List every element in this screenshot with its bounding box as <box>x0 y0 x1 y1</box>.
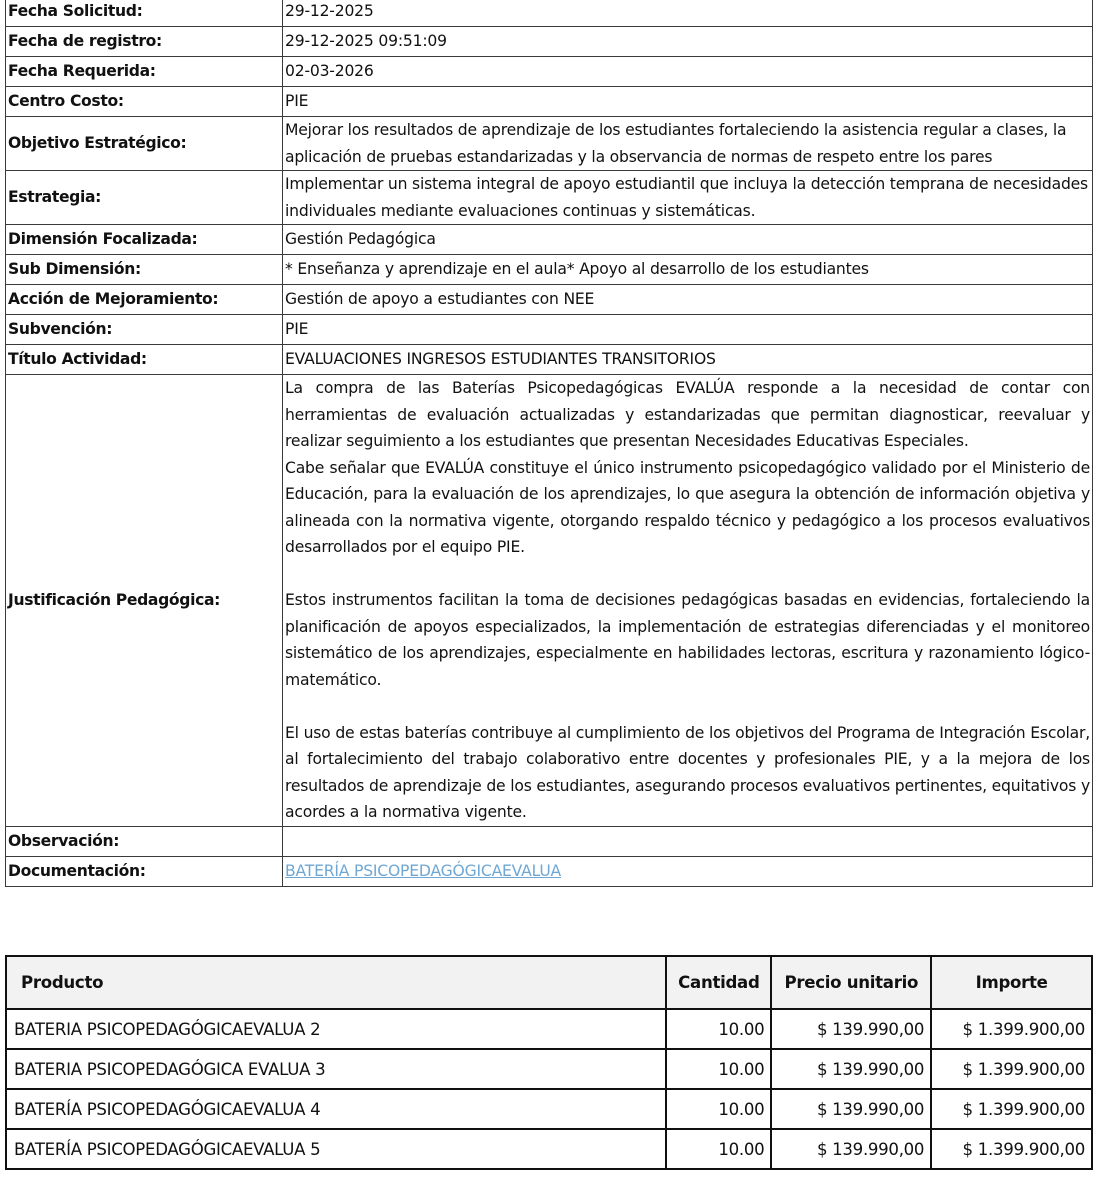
justificacion-paragraph: Estos instrumentos facilitan la toma de decisiones pedagógicas basadas en evidencias, fortaleciendo la planificación de apoyos especializados, la implementación de estrategias diferenciadas y el monitoreo sistemático de los aprendizajes, especialmente en habilidades lectoras, escritura y razonamiento lógico-matemático. <box>285 591 1090 689</box>
product-amount: $ 1.399.900,00 <box>931 1049 1092 1089</box>
value-documentacion <box>283 856 1093 886</box>
value-objetivo-estrategico: Mejorar los resultados de aprendizaje de los estudiantes fortaleciendo la asistencia regular a clases, la aplicación de pruebas estandarizadas y la observancia de normas de respeto entre los pares <box>283 117 1093 171</box>
row-sub-dimension <box>6 255 1093 285</box>
label-estrategia: Estrategia: <box>6 171 283 225</box>
products-table <box>5 955 1093 1170</box>
header-producto: Producto <box>6 956 666 1009</box>
product-row <box>6 1009 1092 1049</box>
justificacion-paragraph: La compra de las Baterías Psicopedagógicas EVALÚA responde a la necesidad de contar con herramientas de evaluación actualizadas y estandarizadas que permitan diagnosticar, reevaluar y realizar seguimiento a los estudiantes que presentan Necesidades Educativas Especiales. <box>285 379 1090 450</box>
product-name: BATERÍA PSICOPEDAGÓGICAEVALUA 5 <box>6 1129 666 1169</box>
header-precio-unitario: Precio unitario <box>771 956 931 1009</box>
product-quantity: 10.00 <box>666 1129 771 1169</box>
documentation-link[interactable]: BATERÍA PSICOPEDAGÓGICAEVALUA <box>285 861 562 880</box>
header-importe: Importe <box>931 956 1092 1009</box>
justificacion-paragraph: Cabe señalar que EVALÚA constituye el único instrumento psicopedagógico validado por el Ministerio de Educación, para la evaluación de los aprendizajes, lo que asegura la obtención de información objetiva y alineada con la normativa vigente, otorgando respaldo técnico y pedagógico a los procesos evaluativos desarrollados por el equipo PIE. <box>285 458 1090 556</box>
value-justificacion-pedagogica <box>283 375 1093 827</box>
label-accion-mejoramiento: Acción de Mejoramiento: <box>6 285 283 315</box>
row-centro-costo <box>6 87 1093 117</box>
product-name: BATERÍA PSICOPEDAGÓGICAEVALUA 4 <box>6 1089 666 1129</box>
label-objetivo-estrategico: Objetivo Estratégico: <box>6 117 283 171</box>
value-fecha-solicitud: 29-12-2025 <box>283 0 1093 27</box>
row-estrategia <box>6 171 1093 225</box>
row-objetivo-estrategico <box>6 117 1093 171</box>
product-quantity: 10.00 <box>666 1009 771 1049</box>
value-estrategia: Implementar un sistema integral de apoyo estudiantil que incluya la detección temprana de necesidades individuales mediante evaluaciones continuas y sistemáticas. <box>283 171 1093 225</box>
product-unit-price: $ 139.990,00 <box>771 1089 931 1129</box>
row-dimension-focalizada <box>6 225 1093 255</box>
value-fecha-registro: 29-12-2025 09:51:09 <box>283 27 1093 57</box>
label-sub-dimension: Sub Dimensión: <box>6 255 283 285</box>
product-name: BATERIA PSICOPEDAGÓGICA EVALUA 3 <box>6 1049 666 1089</box>
row-justificacion-pedagogica <box>6 375 1093 827</box>
row-fecha-requerida <box>6 57 1093 87</box>
product-unit-price: $ 139.990,00 <box>771 1129 931 1169</box>
label-centro-costo: Centro Costo: <box>6 87 283 117</box>
value-sub-dimension: * Enseñanza y aprendizaje en el aula* Apoyo al desarrollo de los estudiantes <box>283 255 1093 285</box>
product-name: BATERIA PSICOPEDAGÓGICAEVALUA 2 <box>6 1009 666 1049</box>
row-fecha-registro <box>6 27 1093 57</box>
product-row <box>6 1089 1092 1129</box>
product-unit-price: $ 139.990,00 <box>771 1009 931 1049</box>
label-subvencion: Subvención: <box>6 315 283 345</box>
label-fecha-requerida: Fecha Requerida: <box>6 57 283 87</box>
value-accion-mejoramiento: Gestión de apoyo a estudiantes con NEE <box>283 285 1093 315</box>
value-fecha-requerida: 02-03-2026 <box>283 57 1093 87</box>
label-documentacion: Documentación: <box>6 856 283 886</box>
product-row <box>6 1049 1092 1089</box>
label-justificacion-pedagogica: Justificación Pedagógica: <box>6 375 283 827</box>
product-unit-price: $ 139.990,00 <box>771 1049 931 1089</box>
label-dimension-focalizada: Dimensión Focalizada: <box>6 225 283 255</box>
product-amount: $ 1.399.900,00 <box>931 1089 1092 1129</box>
value-subvencion: PIE <box>283 315 1093 345</box>
products-header-row <box>6 956 1092 1009</box>
value-dimension-focalizada: Gestión Pedagógica <box>283 225 1093 255</box>
row-fecha-solicitud <box>6 0 1093 27</box>
justificacion-paragraph: El uso de estas baterías contribuye al cumplimiento de los objetivos del Programa de Integración Escolar, al fortalecimiento del trabajo colaborativo entre docentes y profesionales PIE, y a la mejora de los resultados de aprendizaje de los estudiantes, asegurando procesos evaluativos pertinentes, equitativos y acordes a la normativa vigente. <box>285 723 1090 821</box>
product-row <box>6 1129 1092 1169</box>
product-quantity: 10.00 <box>666 1049 771 1089</box>
row-accion-mejoramiento <box>6 285 1093 315</box>
request-details-table <box>5 0 1093 887</box>
label-titulo-actividad: Título Actividad: <box>6 345 283 375</box>
row-subvencion <box>6 315 1093 345</box>
row-titulo-actividad <box>6 345 1093 375</box>
row-observacion <box>6 826 1093 856</box>
product-quantity: 10.00 <box>666 1089 771 1129</box>
product-amount: $ 1.399.900,00 <box>931 1129 1092 1169</box>
label-fecha-registro: Fecha de registro: <box>6 27 283 57</box>
product-amount: $ 1.399.900,00 <box>931 1009 1092 1049</box>
label-observacion: Observación: <box>6 826 283 856</box>
value-centro-costo: PIE <box>283 87 1093 117</box>
header-cantidad: Cantidad <box>666 956 771 1009</box>
value-observacion <box>283 826 1093 856</box>
value-titulo-actividad: EVALUACIONES INGRESOS ESTUDIANTES TRANSITORIOS <box>283 345 1093 375</box>
row-documentacion <box>6 856 1093 886</box>
label-fecha-solicitud: Fecha Solicitud: <box>6 0 283 27</box>
